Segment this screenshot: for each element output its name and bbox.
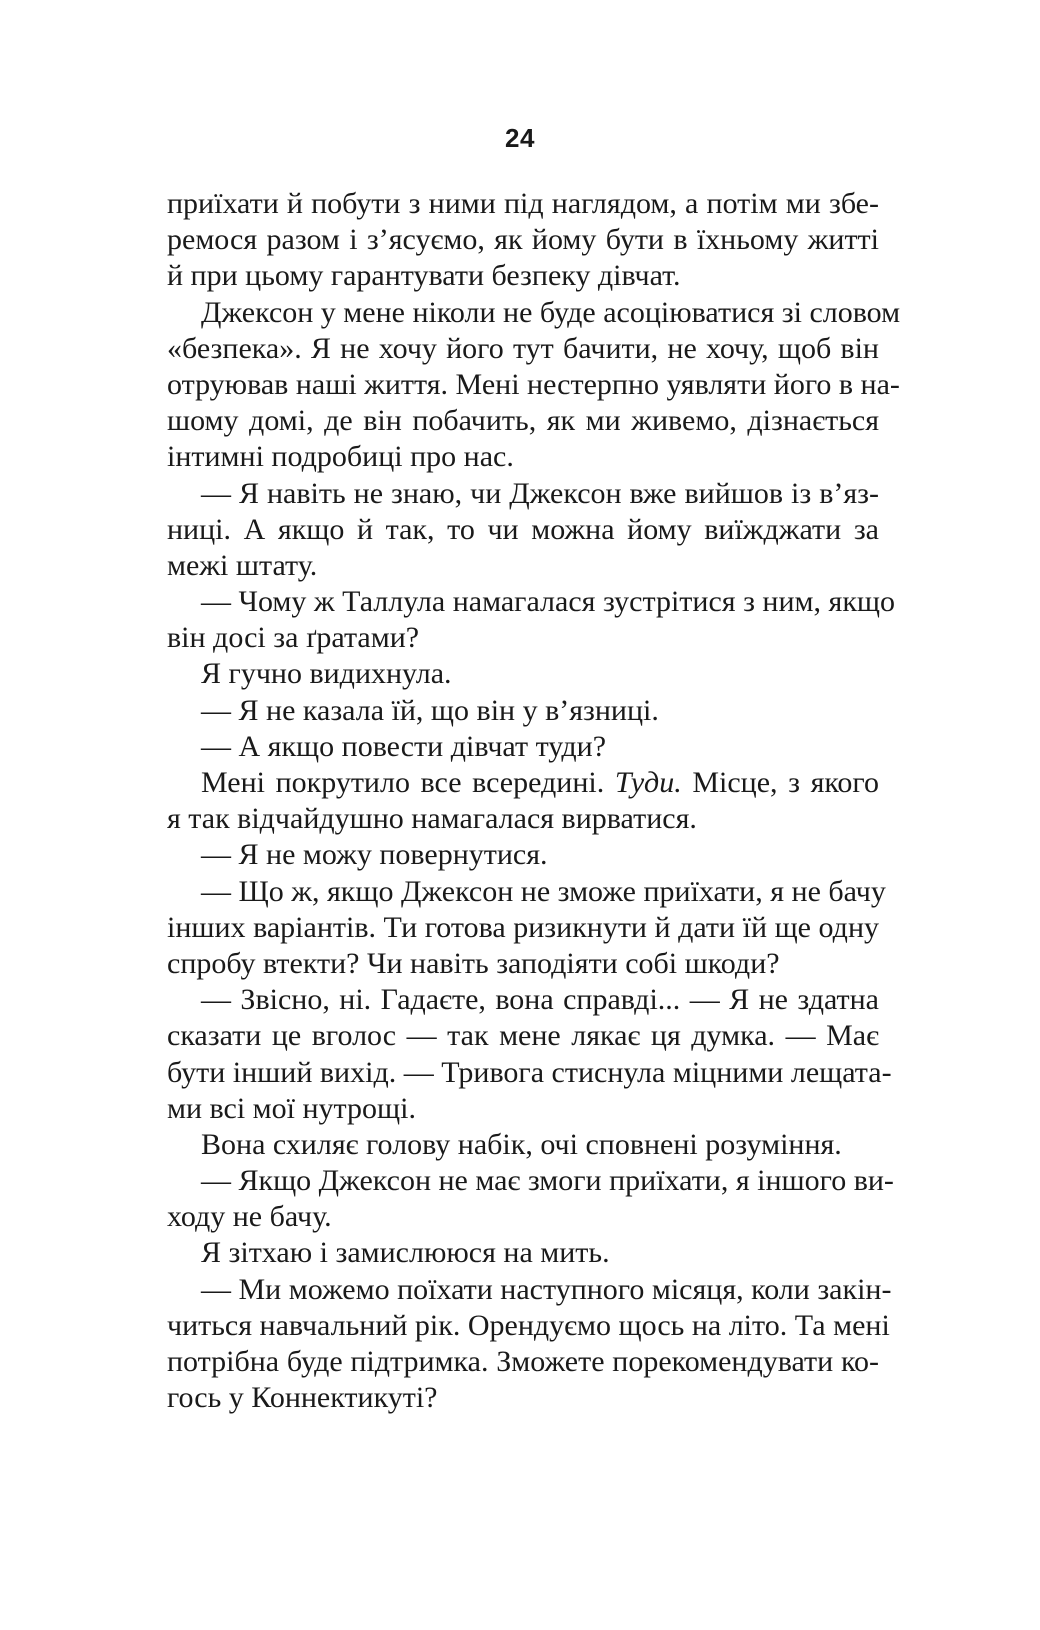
text-line: Вона схиляє голову набік, очі сповнені розуміння. (201, 1127, 842, 1161)
text-line: Джексон у мене ніколи не буде асоціюватися зі словом (201, 295, 901, 329)
text-line: інтимні подробиці про нас. (167, 440, 514, 474)
text-line: межі штату. (167, 548, 318, 582)
text-line: — Ми можемо поїхати наступного місяця, коли закін- (201, 1272, 892, 1306)
text-line: приїхати й побути з ними під наглядом, а потім ми збе- (167, 187, 879, 220)
emphasis-text: Туди. (614, 766, 682, 799)
text-line: — Я не можу повернутися. (201, 838, 548, 872)
text-line: ниці. А якщо й так, то чи можна йому виїжджати за (167, 512, 879, 546)
page-number: 24 (505, 123, 535, 153)
text-line: шому домі, де він побачить, як ми живемо, дізнається (167, 404, 879, 438)
text-line: спробу втекти? Чи навіть заподіяти собі шкоди? (167, 946, 780, 980)
text-line: «безпека». Я не хочу його тут бачити, не хочу, щоб він (167, 331, 879, 365)
text-line: читься навчальний рік. Орендуємо щось на літо. Та мені (167, 1308, 890, 1342)
text-line: — Якщо Джексон не має змоги приїхати, я іншого ви- (201, 1164, 894, 1198)
text-line: отруював наші життя. Мені нестерпно уявляти його в на- (167, 367, 900, 401)
text-line: сказати це вголос — так мене лякає ця думка. — Має (167, 1019, 879, 1053)
text-line: — Що ж, якщо Джексон не зможе приїхати, я не бачу (201, 874, 886, 908)
text-line: ми всі мої нутрощі. (167, 1091, 416, 1125)
text-segment: Місце, з якого (681, 766, 879, 799)
text-line: — Я не казала їй, що він у в’язниці. (201, 693, 659, 727)
text-line: — Я навіть не знаю, чи Джексон вже вийшов із в’яз- (201, 476, 879, 510)
text-line: я так відчайдушно намагалася вирватися. (167, 802, 697, 836)
text-line: й при цьому гарантувати безпеку дівчат. (167, 259, 681, 293)
text-line: Я гучно видихнула. (201, 657, 452, 691)
text-line: — Звісно, ні. Гадаєте, вона справді... — Я не здатна (201, 983, 879, 1017)
text-line: — А якщо повести дівчат туди? (201, 729, 607, 763)
text-line (167, 765, 879, 801)
text-line: — Чому ж Таллула намагалася зустрітися з ним, якщо (201, 585, 895, 619)
body-text (167, 186, 901, 1416)
text-line: потрібна буде підтримка. Зможете порекомендувати ко- (167, 1345, 879, 1378)
text-line: гось у Коннектикуті? (167, 1381, 438, 1415)
text-line: він досі за ґратами? (167, 621, 420, 655)
text-line: бути інший вихід. — Тривога стиснула міцними лещата- (167, 1055, 892, 1089)
text-line: Я зітхаю і замислююся на мить. (201, 1236, 610, 1270)
text-line: ходу не бачу. (167, 1200, 332, 1234)
text-segment: Мені покрутило все всередині. (201, 766, 615, 799)
text-line: ремося разом і з’ясуємо, як йому бути в їхньому житті (167, 223, 879, 257)
text-line: інших варіантів. Ти готова ризикнути й дати їй ще одну (167, 910, 879, 944)
